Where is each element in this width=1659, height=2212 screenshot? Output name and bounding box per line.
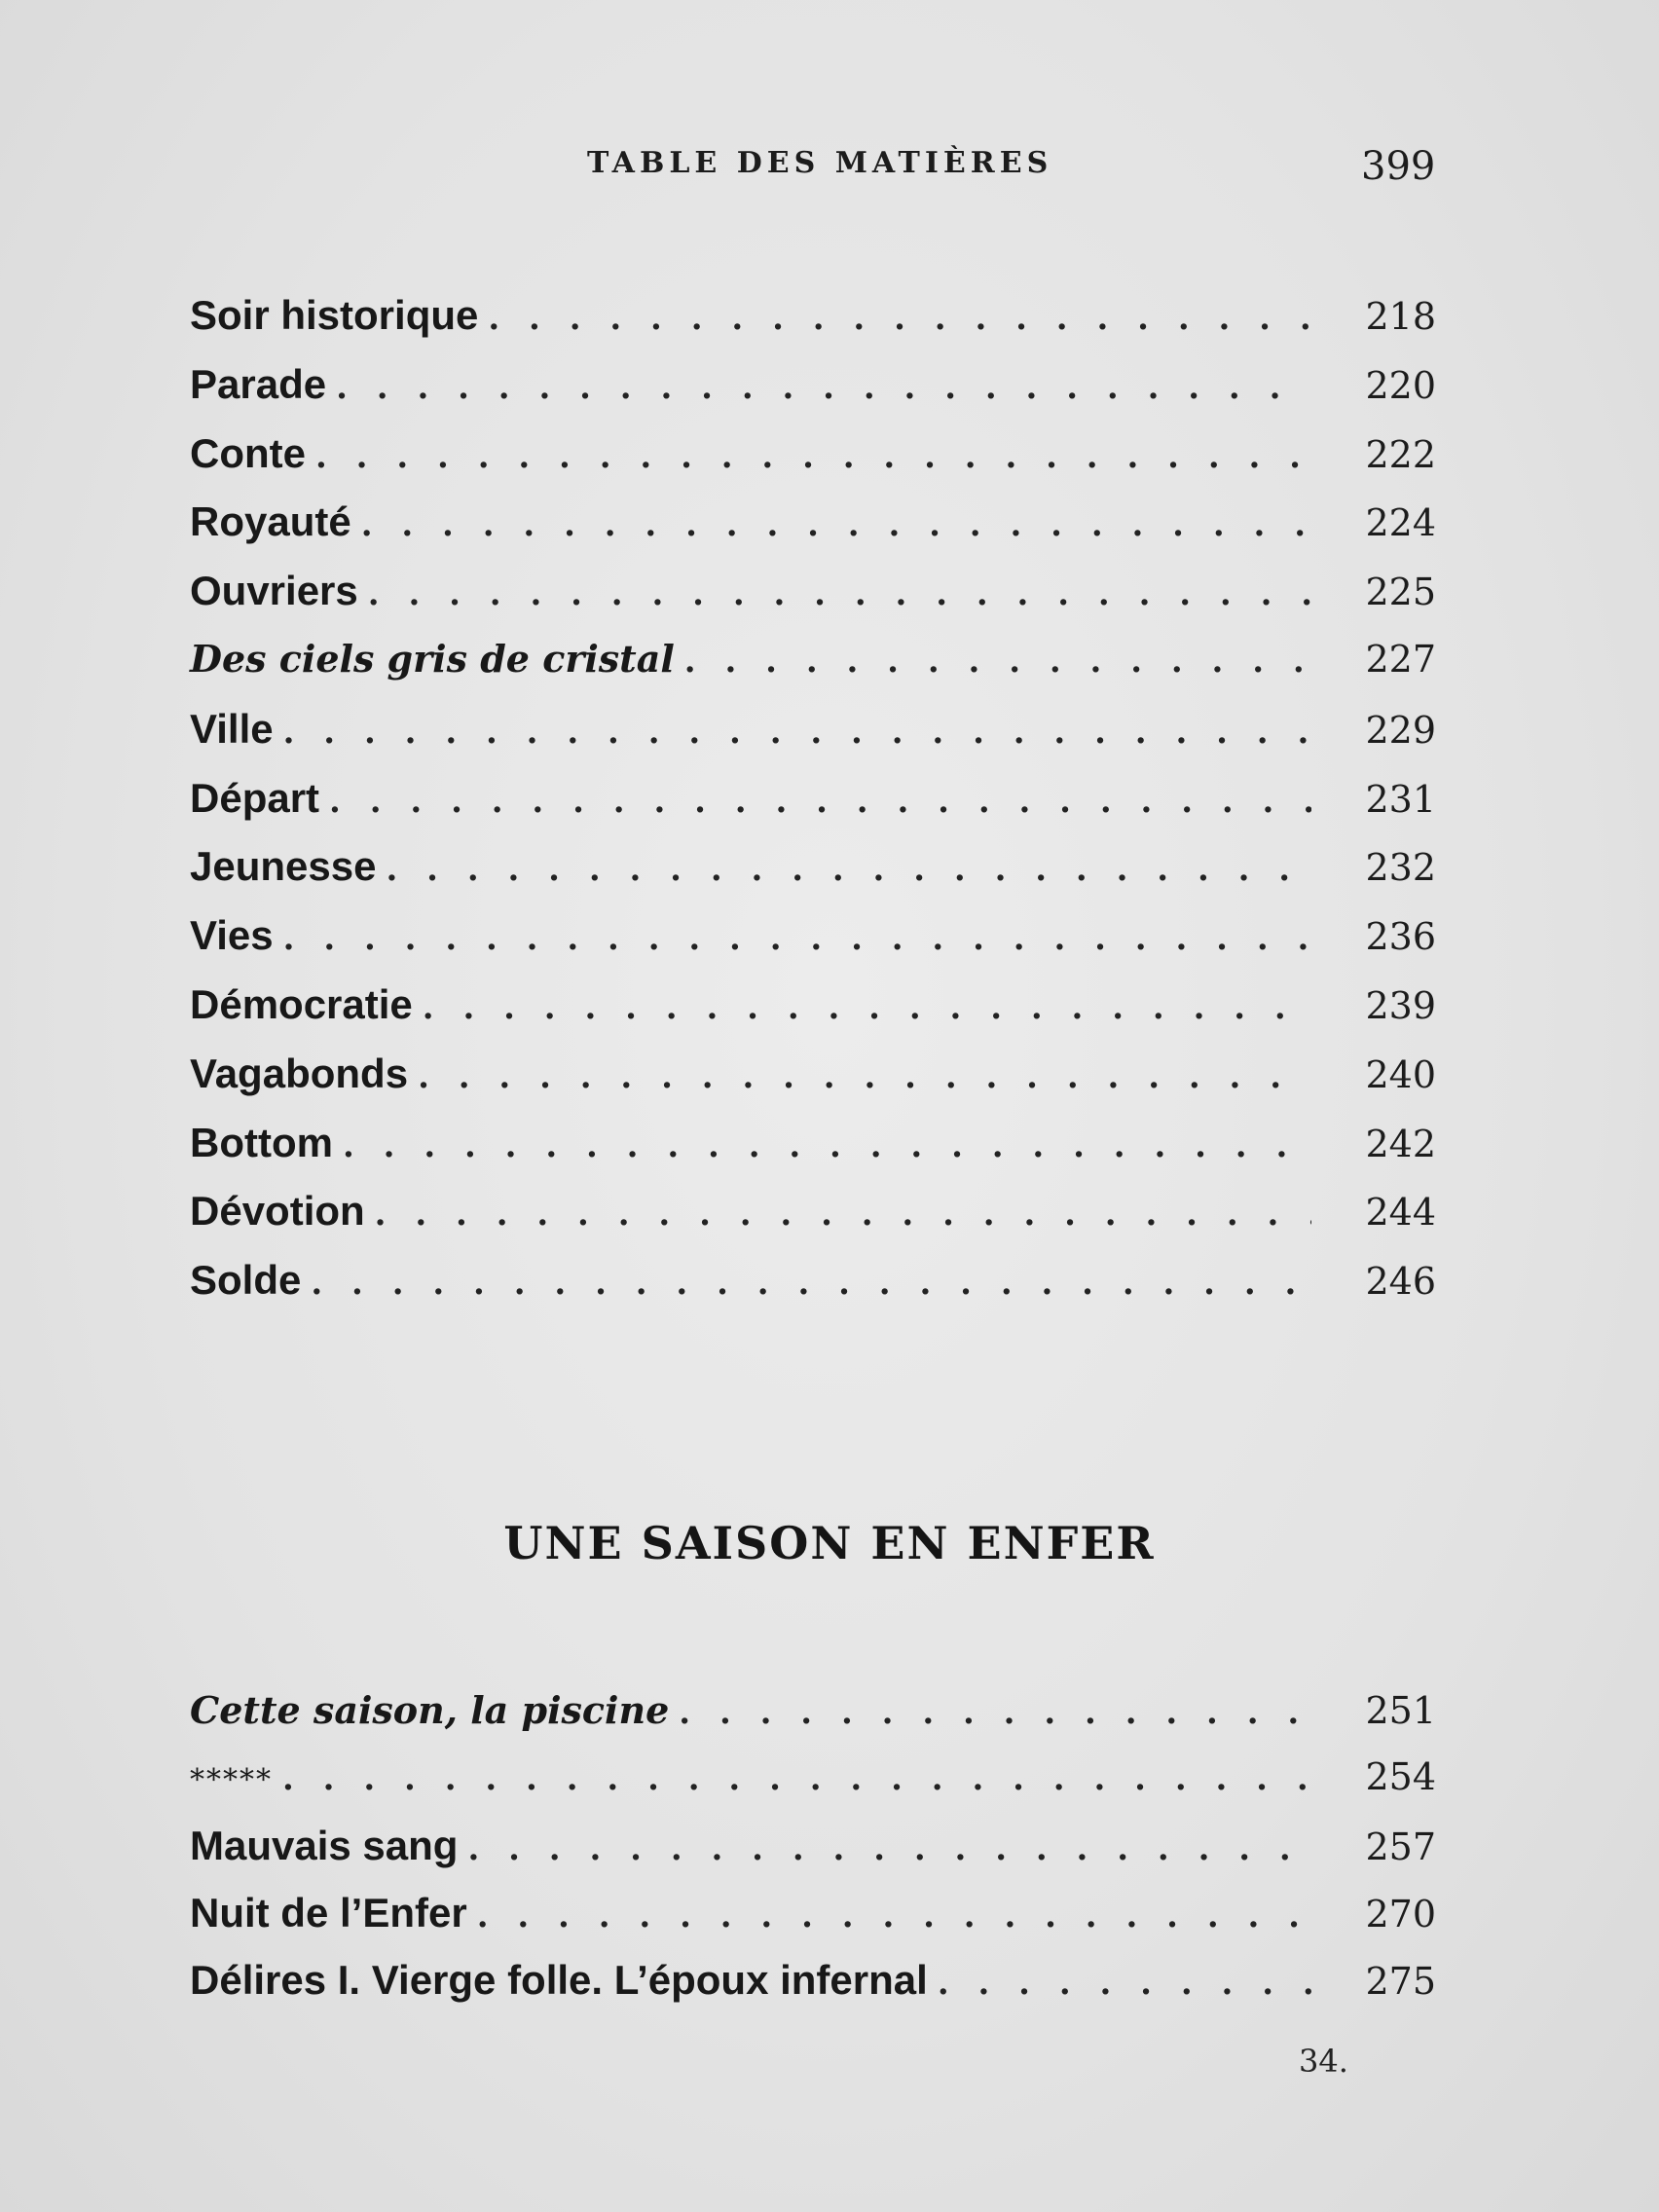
toc-entry-page: 254 — [1365, 1755, 1436, 1798]
toc-entry-title: Des ciels gris de cristal — [190, 636, 675, 681]
toc-entry — [190, 361, 1436, 430]
toc-list-saison-en-enfer — [190, 1688, 1436, 2024]
toc-entry-title: Délires I. Vierge folle. L’époux infernal — [190, 1957, 928, 2003]
dot-leader — [386, 850, 1311, 889]
toc-entry-page: 224 — [1365, 501, 1436, 545]
toc-entry-page: 257 — [1365, 1825, 1436, 1868]
toc-entry-title: Ville — [190, 705, 274, 752]
toc-entry-page: 232 — [1365, 846, 1436, 890]
toc-entry-page: 275 — [1365, 1960, 1436, 2003]
toc-entry-title: Nuit de l’Enfer — [190, 1890, 467, 1936]
toc-entry — [190, 912, 1436, 981]
toc-entry — [190, 568, 1436, 637]
page-number: 399 — [1361, 144, 1436, 189]
toc-entry — [190, 1688, 1436, 1755]
dot-leader — [679, 1693, 1311, 1732]
dot-leader — [423, 988, 1311, 1027]
toc-entry — [190, 1823, 1436, 1890]
toc-entry-page: 218 — [1365, 295, 1436, 338]
toc-entry-title: Royauté — [190, 498, 351, 545]
dot-leader — [336, 368, 1311, 407]
dot-leader — [329, 782, 1311, 821]
toc-entry — [190, 292, 1436, 361]
toc-entry — [190, 1755, 1436, 1823]
toc-entry — [190, 1120, 1436, 1189]
dot-leader — [343, 1126, 1311, 1165]
toc-entry — [190, 1890, 1436, 1957]
toc-entry-title: Bottom — [190, 1119, 333, 1165]
toc-entry-title: Parade — [190, 360, 327, 407]
dot-leader — [282, 1759, 1311, 1798]
toc-entry-page: 244 — [1365, 1191, 1436, 1235]
toc-entry-page: 220 — [1365, 363, 1436, 407]
dot-leader — [477, 1897, 1311, 1936]
toc-entry-title: Cette saison, la piscine — [190, 1688, 670, 1732]
toc-entry-page: 240 — [1365, 1052, 1436, 1096]
toc-entry-title: Ouvriers — [190, 568, 358, 614]
dot-leader — [311, 1264, 1311, 1303]
toc-list-illuminations — [190, 292, 1436, 1326]
toc-entry-page: 229 — [1365, 708, 1436, 752]
signature-mark: 34. — [1299, 2043, 1348, 2080]
toc-entry — [190, 981, 1436, 1051]
toc-entry — [190, 637, 1436, 706]
toc-entry-page: 251 — [1365, 1689, 1436, 1732]
toc-entry-title: Départ — [190, 774, 320, 821]
toc-entry — [190, 498, 1436, 568]
toc-entry-title: Soir historique — [190, 292, 479, 338]
toc-entry-page: 246 — [1365, 1260, 1436, 1304]
dot-leader — [488, 299, 1311, 338]
toc-entry-page: 231 — [1365, 777, 1436, 821]
toc-entry-title: Démocratie — [190, 980, 413, 1027]
toc-entry-title: ***** — [190, 1763, 273, 1797]
dot-leader — [418, 1057, 1311, 1096]
dot-leader — [315, 437, 1311, 476]
dot-leader — [938, 1964, 1311, 2003]
section-heading: UNE SAISON EN ENFER — [503, 1517, 1156, 1569]
toc-entry-page: 225 — [1365, 571, 1436, 614]
toc-entry — [190, 1957, 1436, 2024]
toc-entry-title: Mauvais sang — [190, 1823, 459, 1868]
toc-entry — [190, 775, 1436, 844]
toc-entry — [190, 1051, 1436, 1120]
toc-entry — [190, 843, 1436, 912]
toc-entry-page: 236 — [1365, 915, 1436, 959]
toc-entry-page: 270 — [1365, 1893, 1436, 1936]
toc-entry — [190, 430, 1436, 499]
toc-entry-page: 227 — [1365, 637, 1436, 681]
dot-leader — [368, 574, 1311, 613]
toc-entry — [190, 706, 1436, 775]
toc-entry-title: Vies — [190, 912, 274, 959]
toc-entry-title: Solde — [190, 1257, 302, 1304]
dot-leader — [283, 919, 1311, 958]
dot-leader — [375, 1195, 1311, 1234]
dot-leader — [684, 642, 1311, 681]
toc-entry-title: Dévotion — [190, 1188, 365, 1235]
dot-leader — [361, 505, 1311, 544]
toc-entry-page: 222 — [1365, 432, 1436, 476]
running-head-title: TABLE DES MATIÈRES — [587, 146, 1053, 180]
dot-leader — [283, 713, 1311, 752]
dot-leader — [467, 1829, 1311, 1868]
toc-entry-page: 239 — [1365, 983, 1436, 1027]
toc-entry-title: Vagabonds — [190, 1050, 409, 1096]
toc-entry-page: 242 — [1365, 1122, 1436, 1165]
toc-entry-title: Jeunesse — [190, 843, 377, 890]
toc-entry-title: Conte — [190, 429, 306, 476]
toc-entry — [190, 1188, 1436, 1257]
toc-entry — [190, 1257, 1436, 1326]
